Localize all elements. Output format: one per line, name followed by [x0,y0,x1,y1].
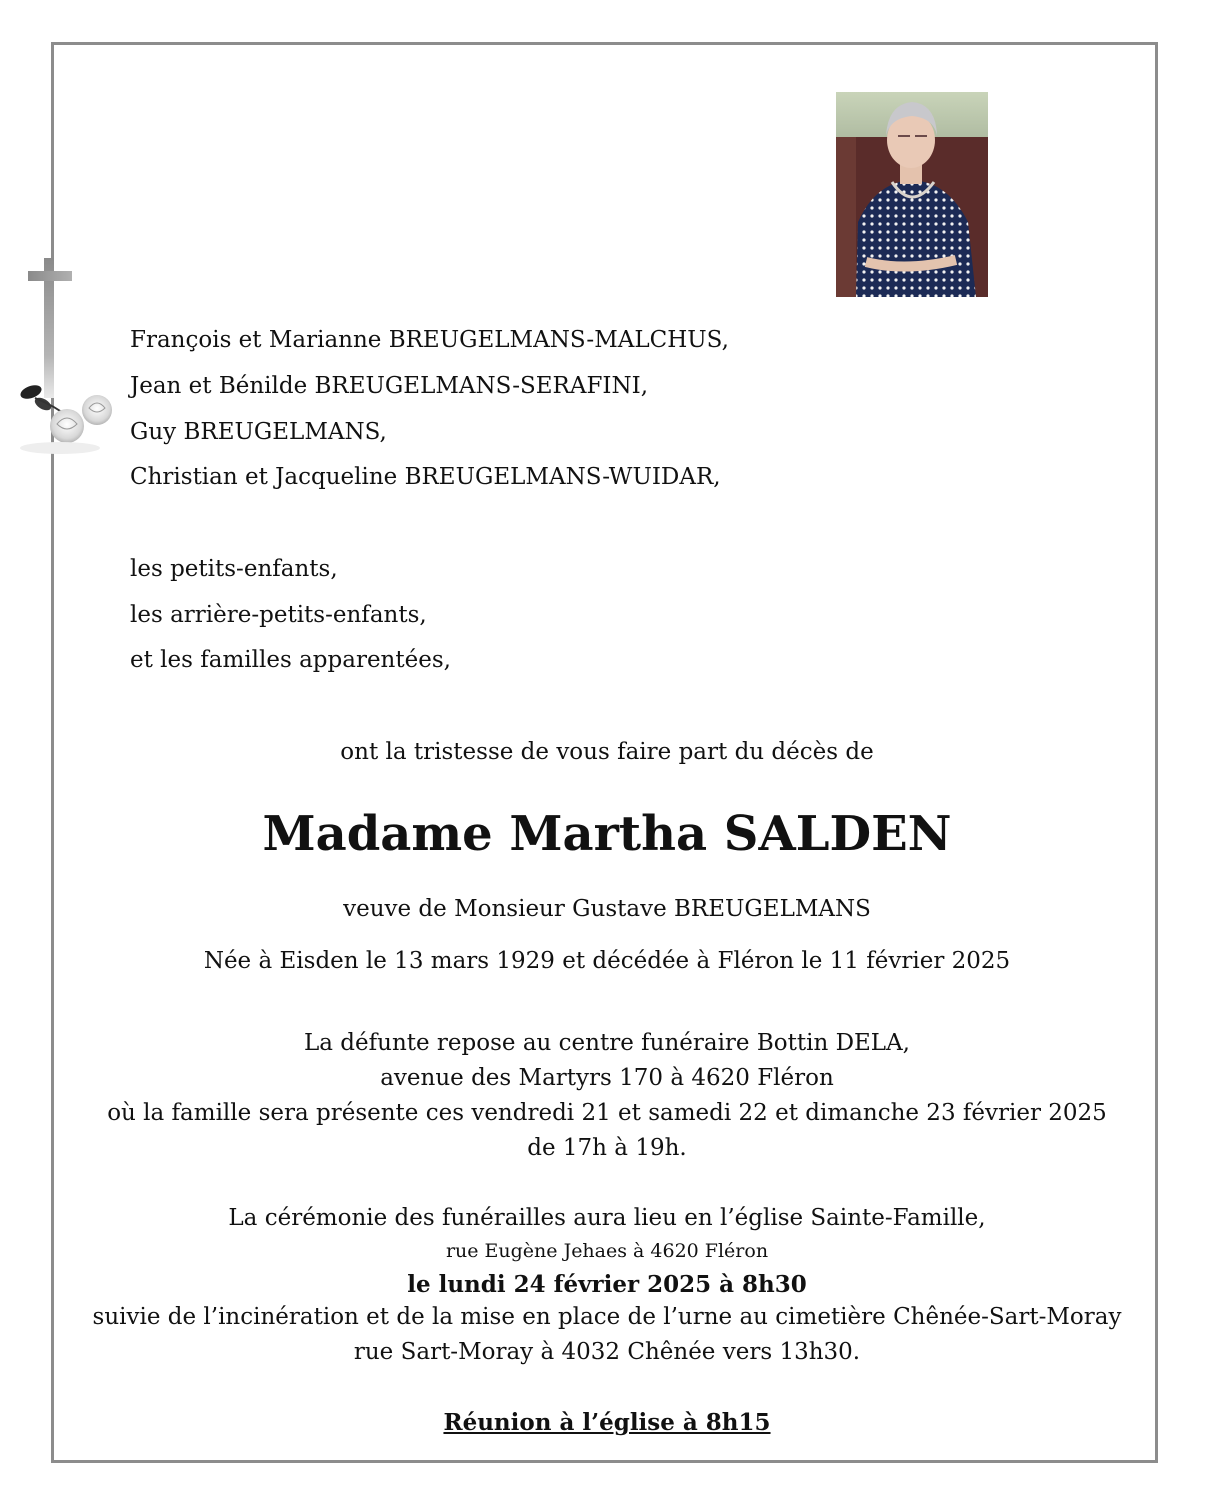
ceremony-line: rue Sart-Moray à 4032 Chênée vers 13h30. [353,1339,861,1365]
meeting-notice-text: Réunion à l’église à 8h15 [443,1409,771,1436]
family-line: François et Marianne BREUGELMANS-MALCHUS, [130,327,729,353]
family-line: Guy BREUGELMANS, [130,419,387,445]
announcement: ont la tristesse de vous faire part du décès de [340,739,874,765]
birth-death: Née à Eisden le 13 mars 1929 et décédée à Fléron le 11 février 2025 [203,948,1011,974]
family-line: Christian et Jacqueline BREUGELMANS-WUIDAR, [130,464,721,490]
rest-line: avenue des Martyrs 170 à 4620 Fléron [380,1065,834,1091]
ceremony-line: suivie de l’incinération et de la mise en place de l’urne au cimetière Chênée-Sart-Moray [92,1304,1122,1330]
ceremony-address: rue Eugène Jehaes à 4620 Fléron [445,1240,769,1262]
family-line: Jean et Bénilde BREUGELMANS-SERAFINI, [130,373,649,399]
roses-icon [15,378,115,456]
ceremony-line: La cérémonie des funérailles aura lieu en l’église Sainte-Famille, [228,1205,986,1231]
relatives-line: et les familles apparentées, [130,647,451,673]
relatives-line: les arrière-petits-enfants, [130,602,427,628]
portrait-photo [836,92,988,297]
widow-of: veuve de Monsieur Gustave BREUGELMANS [343,896,871,922]
meeting-notice [0,1411,1214,1435]
rest-line: de 17h à 19h. [527,1135,687,1161]
deceased-name: Madame Martha SALDEN [262,806,952,862]
rest-line: où la famille sera présente ces vendredi 21 et samedi 22 et dimanche 23 février 2025 [107,1100,1107,1126]
ceremony-date: le lundi 24 février 2025 à 8h30 [407,1271,807,1298]
relatives-line: les petits-enfants, [130,556,338,582]
rest-line: La défunte repose au centre funéraire Bottin DELA, [303,1030,910,1056]
